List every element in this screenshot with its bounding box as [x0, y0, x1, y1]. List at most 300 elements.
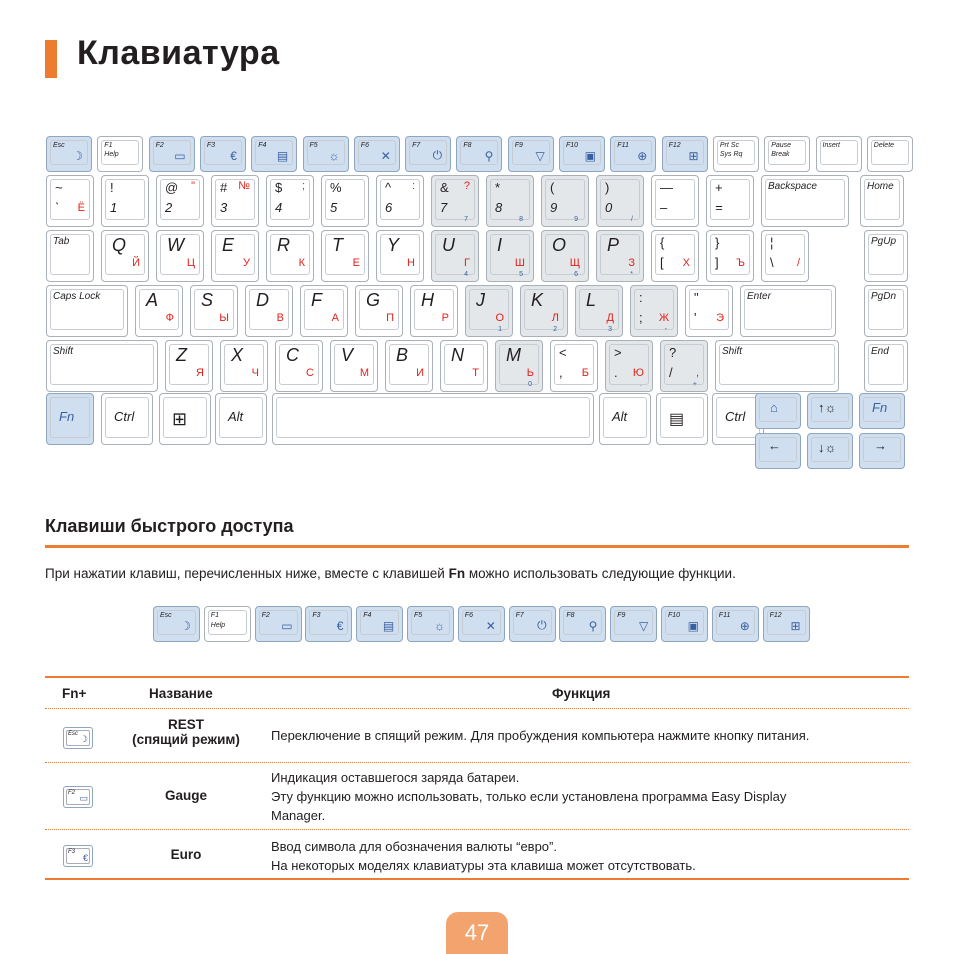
- key-upper-alt: ;: [301, 180, 305, 192]
- key-letter: X: [231, 345, 244, 365]
- key-cyrillic: Р: [441, 312, 449, 324]
- key-lower: 7: [440, 200, 448, 215]
- key-letter: K: [531, 290, 544, 310]
- key-sublabel: Help: [104, 151, 119, 158]
- key-label: Backspace: [768, 181, 817, 192]
- power-icon: ⏻: [537, 618, 547, 632]
- key-lower: =: [715, 200, 723, 215]
- key-q-row-0: [46, 230, 94, 282]
- key-a-row-4: [300, 285, 348, 337]
- intro-after: можно использовать следующие функции.: [465, 566, 736, 581]
- key-label: F3: [206, 142, 216, 149]
- key-label: F3: [312, 612, 321, 619]
- key-z-row-8: [550, 340, 598, 392]
- key-label: Alt: [612, 409, 628, 424]
- key-cyrillic: Ш: [514, 257, 525, 269]
- key-z-row-10: [660, 340, 708, 392]
- row-divider: [45, 708, 909, 709]
- key-q-row-10: [596, 230, 644, 282]
- key-cyrillic: Ь: [526, 367, 534, 379]
- key-lower: 8: [495, 200, 503, 215]
- row-rest-name: [111, 717, 261, 747]
- windows-icon: ⊞: [172, 409, 188, 429]
- key-letter: Q: [112, 235, 127, 255]
- key-label: PgDn: [871, 291, 897, 302]
- key-letter: Z: [176, 345, 187, 365]
- key-label: F1: [210, 612, 219, 619]
- key-f7: [405, 136, 451, 172]
- key-q-row-6: [376, 230, 424, 282]
- strip-key-f5: [407, 606, 454, 642]
- key-label: F2: [155, 142, 164, 149]
- key-label: F9: [514, 142, 523, 149]
- key-lower: 6: [385, 200, 393, 215]
- key-label: F12: [769, 612, 782, 619]
- power-icon: ⏻: [432, 148, 443, 162]
- key-f2: [149, 136, 195, 172]
- col-fn-header: Fn+: [62, 686, 87, 701]
- key-a-row-3: [245, 285, 293, 337]
- name-line: (спящий режим): [132, 732, 240, 747]
- key-lower: ]: [715, 255, 719, 270]
- key-cyrillic: В: [276, 312, 284, 324]
- row-euro-func: [271, 837, 696, 875]
- key-q-row-3: [211, 230, 259, 282]
- key-numpad: 4: [464, 271, 468, 278]
- key-letter: O: [552, 235, 567, 255]
- key-label: Alt: [228, 409, 244, 424]
- key-label: F4: [363, 612, 372, 619]
- key-ctrl: [101, 393, 153, 445]
- key-upper: ?: [669, 345, 677, 360]
- key-num-14: [860, 175, 904, 227]
- key-f8: [456, 136, 502, 172]
- key-label: F12: [668, 142, 681, 149]
- key-fn-right: [859, 393, 905, 429]
- strip-key-f7: [509, 606, 556, 642]
- section-heading: Клавиши быстрого доступа: [45, 516, 294, 536]
- key-numpad: 7: [464, 216, 468, 223]
- key-letter: S: [201, 290, 214, 310]
- lock-icon: ▣: [687, 619, 699, 633]
- key-letter: A: [146, 290, 159, 310]
- key-label: Ctrl: [114, 409, 135, 424]
- key-label: F11: [718, 612, 731, 619]
- key-label: Delete: [873, 142, 895, 149]
- key-f3: [200, 136, 246, 172]
- key-num-0: [46, 175, 94, 227]
- key-cyrillic: Ф: [165, 312, 174, 324]
- key-cyrillic: Е: [352, 257, 360, 269]
- key-label: Tab: [53, 236, 70, 247]
- key-label: Esc: [160, 612, 172, 619]
- touchpad-icon: ▽: [638, 619, 649, 633]
- key-num-5: [321, 175, 369, 227]
- brightness-icon: ☼: [434, 619, 445, 633]
- key-z-row-12: [864, 340, 908, 392]
- key-cyrillic: ,: [695, 367, 699, 379]
- key-z-row-2: [220, 340, 268, 392]
- key-sublabel: Sys Rq: [719, 151, 743, 158]
- key-lower: ': [694, 310, 697, 325]
- display-icon: ▤: [382, 619, 395, 633]
- key-letter: W: [167, 235, 184, 255]
- wireless-icon: ⚲: [588, 619, 598, 633]
- key-label: F9: [617, 612, 626, 619]
- key-insert: [816, 136, 862, 172]
- key-cyrillic: И: [416, 367, 424, 379]
- key-z-row-0: [46, 340, 158, 392]
- key-numpad: 5: [519, 271, 523, 278]
- mute-icon: ✕: [380, 149, 391, 163]
- display-icon: ▤: [276, 149, 289, 163]
- lock-icon: ▣: [584, 149, 596, 163]
- key-a-row-6: [410, 285, 458, 337]
- key-lower: –: [660, 200, 668, 215]
- moon-icon: ☽: [180, 619, 191, 633]
- key-upper: ~: [55, 180, 63, 195]
- col-func-header: Функция: [552, 686, 611, 701]
- key-label: Insert: [822, 142, 841, 149]
- key-lower: \: [770, 255, 774, 270]
- key-z-row-5: [385, 340, 433, 392]
- key-numpad: 6: [574, 271, 578, 278]
- brightness-icon: ☼: [328, 149, 340, 163]
- key-z-row-3: [275, 340, 323, 392]
- row-divider: [45, 762, 909, 763]
- key-lower: .: [614, 365, 618, 380]
- key-cyrillic: Т: [472, 367, 479, 379]
- key-prt-sc: [713, 136, 759, 172]
- key-label: F6: [464, 612, 473, 619]
- key-q-row-4: [266, 230, 314, 282]
- key-lower: 1: [110, 200, 118, 215]
- key-a-row-8: [520, 285, 568, 337]
- key-cyrillic: Ё: [77, 202, 85, 214]
- key-label: F5: [414, 612, 423, 619]
- key-label: F4: [258, 142, 267, 149]
- key-upper: !: [110, 180, 114, 195]
- key-cyrillic: Ц: [186, 257, 195, 269]
- key-label: F10: [668, 612, 681, 619]
- strip-key-f4: [356, 606, 403, 642]
- key-menu: [656, 393, 708, 445]
- key-label: Fn: [59, 409, 75, 424]
- func-line: Manager.: [271, 808, 326, 823]
- key-label: F11: [617, 142, 629, 149]
- key-num-11: [651, 175, 699, 227]
- key-cyrillic: С: [306, 367, 314, 379]
- key-q-row-13: [761, 230, 809, 282]
- key-cyrillic: Л: [551, 312, 559, 324]
- mini-key-label: F3: [66, 848, 90, 864]
- key-letter: P: [607, 235, 620, 255]
- euro-icon: €: [230, 149, 237, 163]
- f3-mini-key: [63, 845, 93, 867]
- key-upper: &: [440, 180, 449, 195]
- key-q-row-11: [651, 230, 699, 282]
- key-pause: [764, 136, 810, 172]
- mini-key-label: F2: [66, 789, 90, 805]
- battery-icon: ▭: [281, 619, 293, 633]
- key-sublabel: Break: [771, 151, 790, 158]
- strip-key-f8: [559, 606, 606, 642]
- key-numpad: 9: [574, 216, 578, 223]
- key-a-row-2: [190, 285, 238, 337]
- key-lower: `: [55, 200, 60, 215]
- key-letter: I: [497, 235, 503, 255]
- euro-icon: €: [82, 853, 88, 863]
- title-accent-bar: [45, 40, 57, 78]
- key-numpad: .: [640, 381, 642, 388]
- key-letter: H: [421, 290, 434, 310]
- key-letter: V: [341, 345, 354, 365]
- key-cyrillic: Я: [196, 367, 204, 379]
- key-f12: [662, 136, 708, 172]
- key-upper: ^: [385, 180, 392, 195]
- key-right: [859, 433, 905, 469]
- key-cyrillic: Ж: [658, 312, 669, 324]
- key-lower: [: [660, 255, 664, 270]
- key-up: [807, 393, 853, 429]
- home-icon: ⌂: [770, 400, 778, 415]
- key-a-row-10: [630, 285, 678, 337]
- key-upper: —: [660, 180, 673, 195]
- key-letter: L: [586, 290, 597, 310]
- key-letter: G: [366, 290, 381, 310]
- name-line: REST: [167, 717, 204, 732]
- key-cyrillic: Г: [464, 257, 470, 269]
- key-lower: 9: [550, 200, 558, 215]
- row-gauge-func: [271, 768, 786, 825]
- key-label: Esc: [53, 142, 65, 149]
- key-sublabel: Help: [210, 622, 226, 629]
- key-a-row-5: [355, 285, 403, 337]
- numlock-icon: ⊕: [739, 619, 750, 633]
- key-cyrillic: Х: [682, 257, 690, 269]
- intro-key: Fn: [448, 566, 466, 581]
- key-lower: 2: [165, 200, 173, 215]
- func-line: Ввод символа для обозначения валюты “евро”.: [271, 839, 557, 854]
- key-cyrillic: Щ: [569, 257, 580, 269]
- row-euro-name: Euro: [170, 847, 202, 862]
- key-lower: 4: [275, 200, 283, 215]
- section-rule: [45, 545, 909, 548]
- row-divider: [45, 829, 909, 830]
- key-upper: ¦: [770, 235, 774, 250]
- key-cyrillic: Ъ: [736, 257, 745, 269]
- key-num-3: [211, 175, 259, 227]
- key-numpad: 3: [608, 326, 612, 333]
- key-f10: [559, 136, 605, 172]
- row-rest-func: [271, 726, 809, 745]
- key-cyrillic: Й: [132, 257, 140, 269]
- battery-icon: ▭: [79, 793, 88, 803]
- touchpad-icon: ▽: [535, 149, 545, 163]
- key-label: PgUp: [871, 236, 897, 247]
- key-upper: :: [639, 290, 643, 305]
- intro-text: [45, 566, 736, 581]
- strip-key-f6: [458, 606, 505, 642]
- key-a-row-7: [465, 285, 513, 337]
- key-cyrillic: Н: [407, 257, 415, 269]
- key-f6: [354, 136, 400, 172]
- key-numpad: 0: [528, 381, 532, 388]
- key-windows: [159, 393, 211, 445]
- strip-key-f3: [305, 606, 352, 642]
- key-label: F10: [566, 142, 579, 149]
- func-line: Эту функцию можно использовать, только если установлена программа Easy Display: [271, 789, 787, 804]
- key-upper-alt: ": [191, 180, 195, 192]
- key-letter: J: [476, 290, 485, 310]
- key-label: Ctrl: [725, 409, 746, 424]
- key-q-row-8: [486, 230, 534, 282]
- key-lower: 5: [330, 200, 338, 215]
- func-line: Индикация оставшегося заряда батареи.: [271, 770, 520, 785]
- row-gauge-name: Gauge: [164, 788, 207, 803]
- arrow-left-icon: ←: [768, 438, 781, 453]
- key-z-row-11: [715, 340, 839, 392]
- key-q-row-9: [541, 230, 589, 282]
- key-label: Prt Sc: [719, 142, 739, 149]
- key-q-row-12: [706, 230, 754, 282]
- key-alt: [215, 393, 267, 445]
- key-home-fn: [755, 393, 801, 429]
- scroll-lock-icon: ⊞: [790, 619, 801, 633]
- strip-key-f2: [255, 606, 302, 642]
- page-title: Клавиатура: [77, 34, 280, 72]
- key-z-row-9: [605, 340, 653, 392]
- key-upper: {: [660, 235, 665, 250]
- battery-icon: ▭: [174, 149, 186, 163]
- key-q-row-14: [864, 230, 908, 282]
- key-label: F1: [104, 142, 113, 149]
- key-num-12: [706, 175, 754, 227]
- mute-icon: ✕: [485, 619, 496, 633]
- key-letter: N: [451, 345, 464, 365]
- key-cyrillic: Ч: [251, 367, 259, 379]
- key-label: F7: [412, 142, 421, 149]
- key-num-1: [101, 175, 149, 227]
- key-letter: T: [332, 235, 343, 255]
- table-top-rule: [45, 676, 909, 678]
- strip-key-f10: [661, 606, 708, 642]
- arrow-up-icon: ↑☼: [818, 400, 837, 415]
- key-upper: +: [715, 180, 723, 195]
- key-upper: $: [275, 180, 283, 195]
- key-a-row-1: [135, 285, 183, 337]
- numlock-icon: ⊕: [637, 149, 648, 163]
- key-numpad: 2: [553, 326, 557, 333]
- esc-mini-key: [63, 727, 93, 749]
- key-a-row-13: [864, 285, 908, 337]
- key-upper: *: [495, 180, 501, 195]
- key-label: F6: [360, 142, 369, 149]
- key-a-row-0: [46, 285, 128, 337]
- key-label: F8: [566, 612, 575, 619]
- fn-key-strip: [153, 606, 808, 642]
- key-upper: ": [694, 290, 699, 305]
- key-esc: [46, 136, 92, 172]
- key-lower: 3: [220, 200, 228, 215]
- key-numpad: -: [664, 326, 667, 333]
- key-cyrillic: /: [796, 257, 800, 269]
- intro-before: При нажатии клавиш, перечисленных ниже, вместе с клавишей: [45, 566, 449, 581]
- key-space: [272, 393, 594, 445]
- key-a-row-9: [575, 285, 623, 337]
- key-label: F2: [261, 612, 270, 619]
- page-number: 47: [446, 912, 508, 954]
- key-letter: F: [311, 290, 322, 310]
- key-num-9: [541, 175, 589, 227]
- key-cyrillic: М: [359, 367, 369, 379]
- key-label: Shift: [53, 346, 74, 357]
- key-cyrillic: У: [243, 257, 250, 269]
- key-lower: 0: [605, 200, 613, 215]
- key-upper: @: [165, 180, 179, 195]
- key-cyrillic: Д: [606, 312, 614, 324]
- col-name-header: Название: [149, 686, 213, 701]
- key-lower: /: [669, 365, 673, 380]
- key-numpad: +: [692, 381, 697, 388]
- menu-icon: ▤: [669, 411, 685, 428]
- key-q-row-1: [101, 230, 149, 282]
- key-numpad: *: [630, 271, 633, 278]
- key-q-row-7: [431, 230, 479, 282]
- key-upper: <: [559, 345, 567, 360]
- key-label: Home: [867, 181, 894, 192]
- euro-icon: €: [336, 619, 344, 633]
- key-num-7: [431, 175, 479, 227]
- key-f11: [610, 136, 656, 172]
- key-z-row-6: [440, 340, 488, 392]
- key-lower: ,: [559, 365, 563, 380]
- key-num-10: [596, 175, 644, 227]
- strip-key-esc: [153, 606, 200, 642]
- key-label: Enter: [747, 291, 771, 302]
- key-z-row-1: [165, 340, 213, 392]
- strip-key-f1: [204, 606, 251, 642]
- key-letter: D: [256, 290, 269, 310]
- key-a-row-12: [740, 285, 836, 337]
- key-letter: E: [222, 235, 235, 255]
- mini-key-label: Esc: [66, 730, 90, 746]
- key-f1: [97, 136, 143, 172]
- key-letter: B: [396, 345, 409, 365]
- key-label: F7: [515, 612, 524, 619]
- keyboard-diagram: [44, 133, 912, 471]
- key-cyrillic: Э: [716, 312, 724, 324]
- key-delete: [867, 136, 913, 172]
- key-letter: R: [277, 235, 290, 255]
- key-lower: ;: [639, 310, 643, 325]
- key-label: Fn: [872, 400, 888, 415]
- key-label: Shift: [722, 346, 743, 357]
- key-label: F8: [463, 142, 472, 149]
- func-line: Переключение в спящий режим. Для пробуждения компьютера нажмите кнопку питания.: [271, 728, 810, 743]
- key-cyrillic: О: [495, 312, 504, 324]
- key-cyrillic: Б: [581, 367, 589, 379]
- scroll-lock-icon: ⊞: [688, 149, 699, 163]
- key-fn: [46, 393, 94, 445]
- key-f5: [303, 136, 349, 172]
- key-numpad: 1: [498, 326, 502, 333]
- strip-key-f11: [712, 606, 759, 642]
- key-f4: [251, 136, 297, 172]
- key-cyrillic: Ы: [219, 312, 229, 324]
- key-upper-alt: ?: [463, 180, 470, 192]
- arrow-right-icon: →: [874, 438, 887, 453]
